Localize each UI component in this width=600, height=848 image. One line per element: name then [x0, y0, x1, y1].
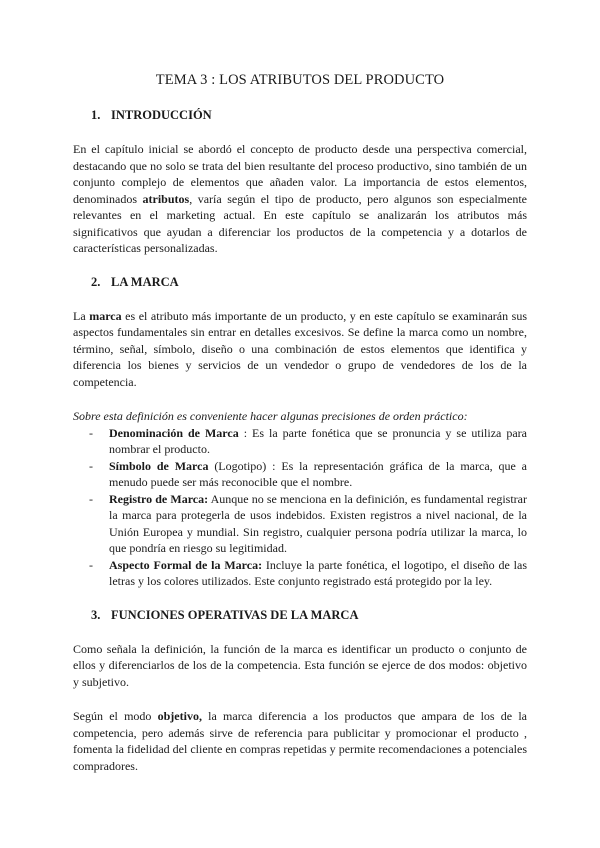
section-number: 1. [91, 108, 101, 122]
paragraph-text: Como señala la definición, la función de la marca es identificar un producto o conjunto de ellos y diferenciarlos de los de la competencia. Esta función se ejerce de dos modos: objetivo y subjetivo. [73, 641, 527, 689]
paragraph-funcion-marca [73, 641, 527, 691]
bullet-text: Incluye la parte fonética, el logotipo, el diseño de las letras y los colores utilizados. Este conjunto registrado está protegido por la ley. [109, 557, 527, 588]
section-number: 2. [91, 274, 101, 289]
section-number: 3. [91, 607, 101, 622]
paragraph-definicion-marca [73, 308, 527, 391]
section-heading-introduccion [91, 108, 527, 123]
list-item [73, 557, 527, 590]
bullet-text: (Logotipo) : Es la representación gráfica de la marca, que a menudo puede ser más reconocible que el nombre. [109, 458, 527, 489]
paragraph-introduccion [73, 141, 527, 257]
bullet-term: Símbolo de Marca [109, 458, 209, 473]
paragraph-text: En el capítulo inicial se abordó el concepto de producto desde una perspectiva comercial, destacando que no solo se trata del bien resultante del proceso productivo, sino también de un conjunto complejo de elementos que añaden valor. La importancia de estos elementos, denominados [73, 142, 527, 206]
dash-marker: - [89, 491, 93, 506]
paragraph-text: Según el modo [73, 709, 158, 723]
bold-term-atributos: atributos [142, 191, 190, 206]
bullet-list [73, 425, 527, 590]
dash-marker: - [89, 425, 93, 440]
section-heading-la-marca [91, 275, 527, 290]
paragraph-modo-objetivo [73, 708, 527, 774]
document-title: TEMA 3 : LOS ATRIBUTOS DEL PRODUCTO [155, 72, 445, 88]
bullet-term: Aspecto Formal de la Marca: [109, 557, 263, 572]
list-item [73, 491, 527, 557]
dash-marker: - [89, 557, 93, 572]
paragraph-text: , varía según el tipo de producto, pero algunos son especialmente relevantes en el marketing actual. En este capítulo se analizarán los atributos más significativos que ayudan a diferenciar los productos de la competencia y a dotarlos de características personalizadas. [73, 191, 527, 255]
bullet-term: Denominación de Marca [109, 425, 239, 440]
list-item [73, 425, 527, 458]
bold-term-marca: marca [89, 308, 122, 323]
list-item [73, 458, 527, 491]
paragraph-text: La [73, 308, 90, 323]
dash-marker: - [89, 458, 93, 473]
section-title: INTRODUCCIÓN [111, 108, 212, 122]
bold-term-objetivo: objetivo, [157, 709, 202, 723]
bullet-text: Aunque no se menciona en la definición, es fundamental registrar la marca para protegerla de usos indebidos. Existen registros a nivel nacional, de la Unión Europea y mundial. Sin registro, cualquier persona podría utilizar la marca, lo que pondría en riesgo su legitimidad. [109, 491, 528, 555]
section-title: LA MARCA [111, 274, 179, 289]
paragraph-text: la marca diferencia a los productos que ampara de los de la competencia, pero además sirve de referencia para publicitar y promocionar el producto , fomenta la fidelidad del cliente en compras repetidas y permite recomendaciones a potenciales compradores. [73, 709, 527, 773]
section-heading-funciones-operativas [91, 608, 527, 623]
paragraph-text: es el atributo más importante de un producto, y en este capítulo se examinarán sus aspectos fundamentales sin entrar en detalles excesivos. Se define la marca como un nombre, término, señal, símbolo, diseño o una combinación de estos elementos que identifica y diferencia los bienes y servicios de un vendedor o grupo de vendedores de los de la competencia. [73, 308, 528, 389]
section-title: FUNCIONES OPERATIVAS DE LA MARCA [111, 607, 359, 622]
list-intro: Sobre esta definición es conveniente hacer algunas precisiones de orden práctico: [73, 409, 468, 423]
bullet-text: : Es la parte fonética que se pronuncia y se utiliza para nombrar el producto. [109, 425, 527, 456]
bullet-term: Registro de Marca: [109, 491, 209, 506]
